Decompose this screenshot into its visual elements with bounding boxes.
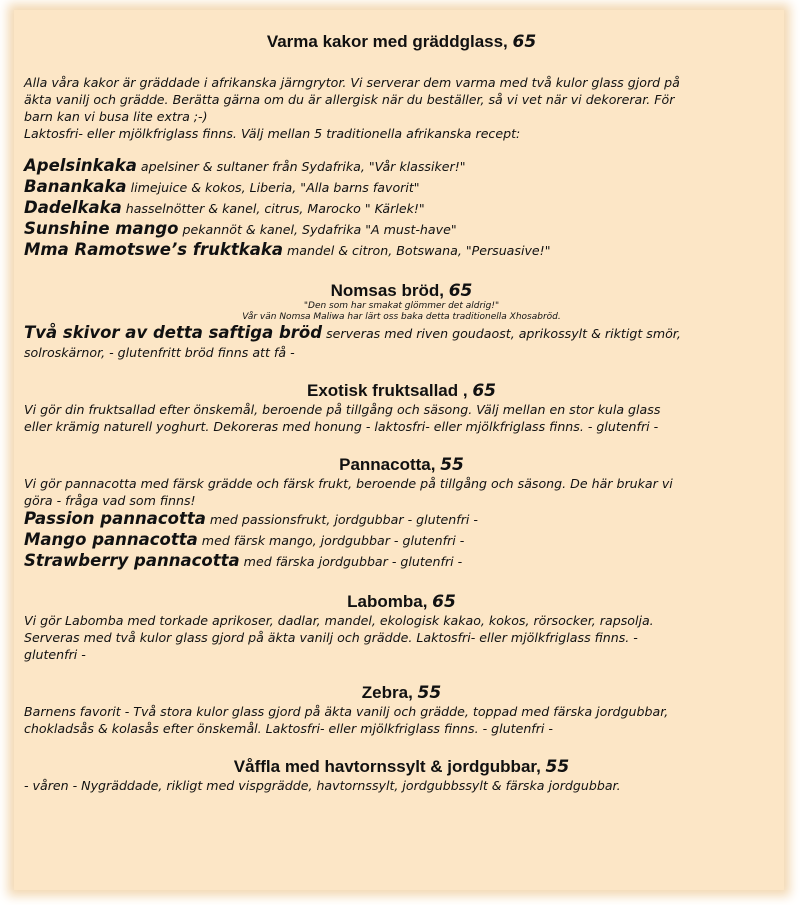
heading-text: Nomsas bröd, <box>330 281 449 300</box>
item-desc: apelsiner & sultaner från Sydafrika, "Vår klassiker!" <box>136 159 466 174</box>
item-name: Sunshine mango <box>24 219 179 238</box>
menu-item <box>24 198 779 219</box>
menu-item <box>24 177 779 198</box>
text-line: chokladsås & kolasås efter önskemål. Laktosfri- eller mjölkfriglass finns. - glutenfri - <box>24 721 553 736</box>
text-line: göra - fråga vad som finns! <box>24 493 196 508</box>
intro-line: äkta vanilj och grädde. Berätta gärna om du är allergisk när du beställer, så vi vet när vi dekorerar. För <box>24 92 675 107</box>
item-name: Passion pannacotta <box>24 509 206 528</box>
text-line: glutenfri - <box>24 647 86 662</box>
heading-text: Pannacotta, <box>339 455 441 474</box>
item-name: Mango pannacotta <box>24 530 198 549</box>
item-name: Strawberry pannacotta <box>24 551 240 570</box>
text-line: - våren - Nygräddade, rikligt med vispgrädde, havtornssylt, jordgubbssylt & färska jordgubbar. <box>24 778 621 793</box>
item-desc: mandel & citron, Botswana, "Persuasive!" <box>282 243 551 258</box>
menu-item <box>24 530 779 551</box>
section-heading-exotisk-fruktsallad <box>24 381 779 401</box>
menu-item <box>24 323 779 344</box>
item-desc: med passionsfrukt, jordgubbar - glutenfri - <box>205 512 478 527</box>
intro-line: barn kan vi busa lite extra ;-) <box>24 109 208 124</box>
item-desc: hasselnötter & kanel, citrus, Marocko " Kärlek!" <box>121 201 425 216</box>
menu-content <box>24 32 779 794</box>
menu-item <box>24 219 779 240</box>
price: 65 <box>512 32 537 52</box>
section-heading-zebra <box>24 683 779 703</box>
item-desc: med färska jordgubbar - glutenfri - <box>239 554 463 569</box>
quote-line: Vår vän Nomsa Maliwa har lärt oss baka detta traditionella Xhosabröd. <box>242 312 561 322</box>
section-heading-vaffla <box>24 757 779 777</box>
item-desc: limejuice & kokos, Liberia, "Alla barns favorit" <box>126 180 420 195</box>
item-name: Banankaka <box>24 177 127 196</box>
heading-text: Våffla med havtornssylt & jordgubbar, <box>233 757 546 776</box>
price: 65 <box>472 381 496 401</box>
text-line: Vi gör din fruktsallad efter önskemål, beroende på tillgång och säsong. Välj mellan en stor kula glass <box>24 402 661 417</box>
intro-line: Alla våra kakor är gräddade i afrikanska järngrytor. Vi serverar dem varma med två kulor glass gjord på <box>24 75 680 90</box>
heading-text: Exotisk fruktsallad , <box>306 381 473 400</box>
section-heading-pannacotta <box>24 455 779 475</box>
item-name: Apelsinkaka <box>24 156 137 175</box>
item-name: Mma Ramotswe’s fruktkaka <box>24 240 283 259</box>
item-name: Dadelkaka <box>24 198 122 217</box>
item-desc: med färsk mango, jordgubbar - glutenfri - <box>197 533 465 548</box>
section-heading-nomsas-brod <box>24 281 779 301</box>
text-line: Serveras med två kulor glass gjord på äkta vanilj och grädde. Laktosfri- eller mjölkfriglass finns. - <box>24 630 638 645</box>
text-line: Vi gör Labomba med torkade aprikoser, dadlar, mandel, ekologisk kakao, kokos, rörsocker, rapsolja. <box>24 613 654 628</box>
heading-text: Varma kakor med gräddglass, <box>266 32 513 51</box>
text-line: Vi gör pannacotta med färsk grädde och färsk frukt, beroende på tillgång och säsong. De här brukar vi <box>24 476 673 491</box>
text-line: solroskärnor, - glutenfritt bröd finns att få - <box>24 345 295 360</box>
price: 55 <box>545 757 570 777</box>
price: 65 <box>432 592 456 612</box>
section-heading-varma-kakor <box>24 32 779 52</box>
item-desc: serveras med riven goudaost, aprikossylt & riktigt smör, <box>322 326 681 341</box>
intro-line: Laktosfri- eller mjölkfriglass finns. Välj mellan 5 traditionella afrikanska recept: <box>24 126 521 141</box>
menu-item <box>24 551 779 572</box>
section-heading-labomba <box>24 592 779 612</box>
text-line: eller krämig naturell yoghurt. Dekoreras med honung - laktosfri- eller mjölkfriglass finns. - glutenfri - <box>24 419 659 434</box>
menu-item <box>24 509 779 530</box>
item-name: Två skivor av detta saftiga bröd <box>24 323 323 342</box>
price: 65 <box>448 281 473 301</box>
quote-line: "Den som har smakat glömmer det aldrig!" <box>303 301 500 311</box>
price: 55 <box>440 455 464 475</box>
menu-page <box>14 10 784 890</box>
menu-item <box>24 156 779 177</box>
price: 55 <box>417 683 442 703</box>
heading-text: Labomba, <box>347 592 433 611</box>
item-desc: pekannöt & kanel, Sydafrika "A must-have" <box>178 222 457 237</box>
text-line: Barnens favorit - Två stora kulor glass gjord på äkta vanilj och grädde, toppad med färska jordgubbar, <box>24 704 669 719</box>
heading-text: Zebra, <box>361 683 418 702</box>
menu-item <box>24 240 779 261</box>
